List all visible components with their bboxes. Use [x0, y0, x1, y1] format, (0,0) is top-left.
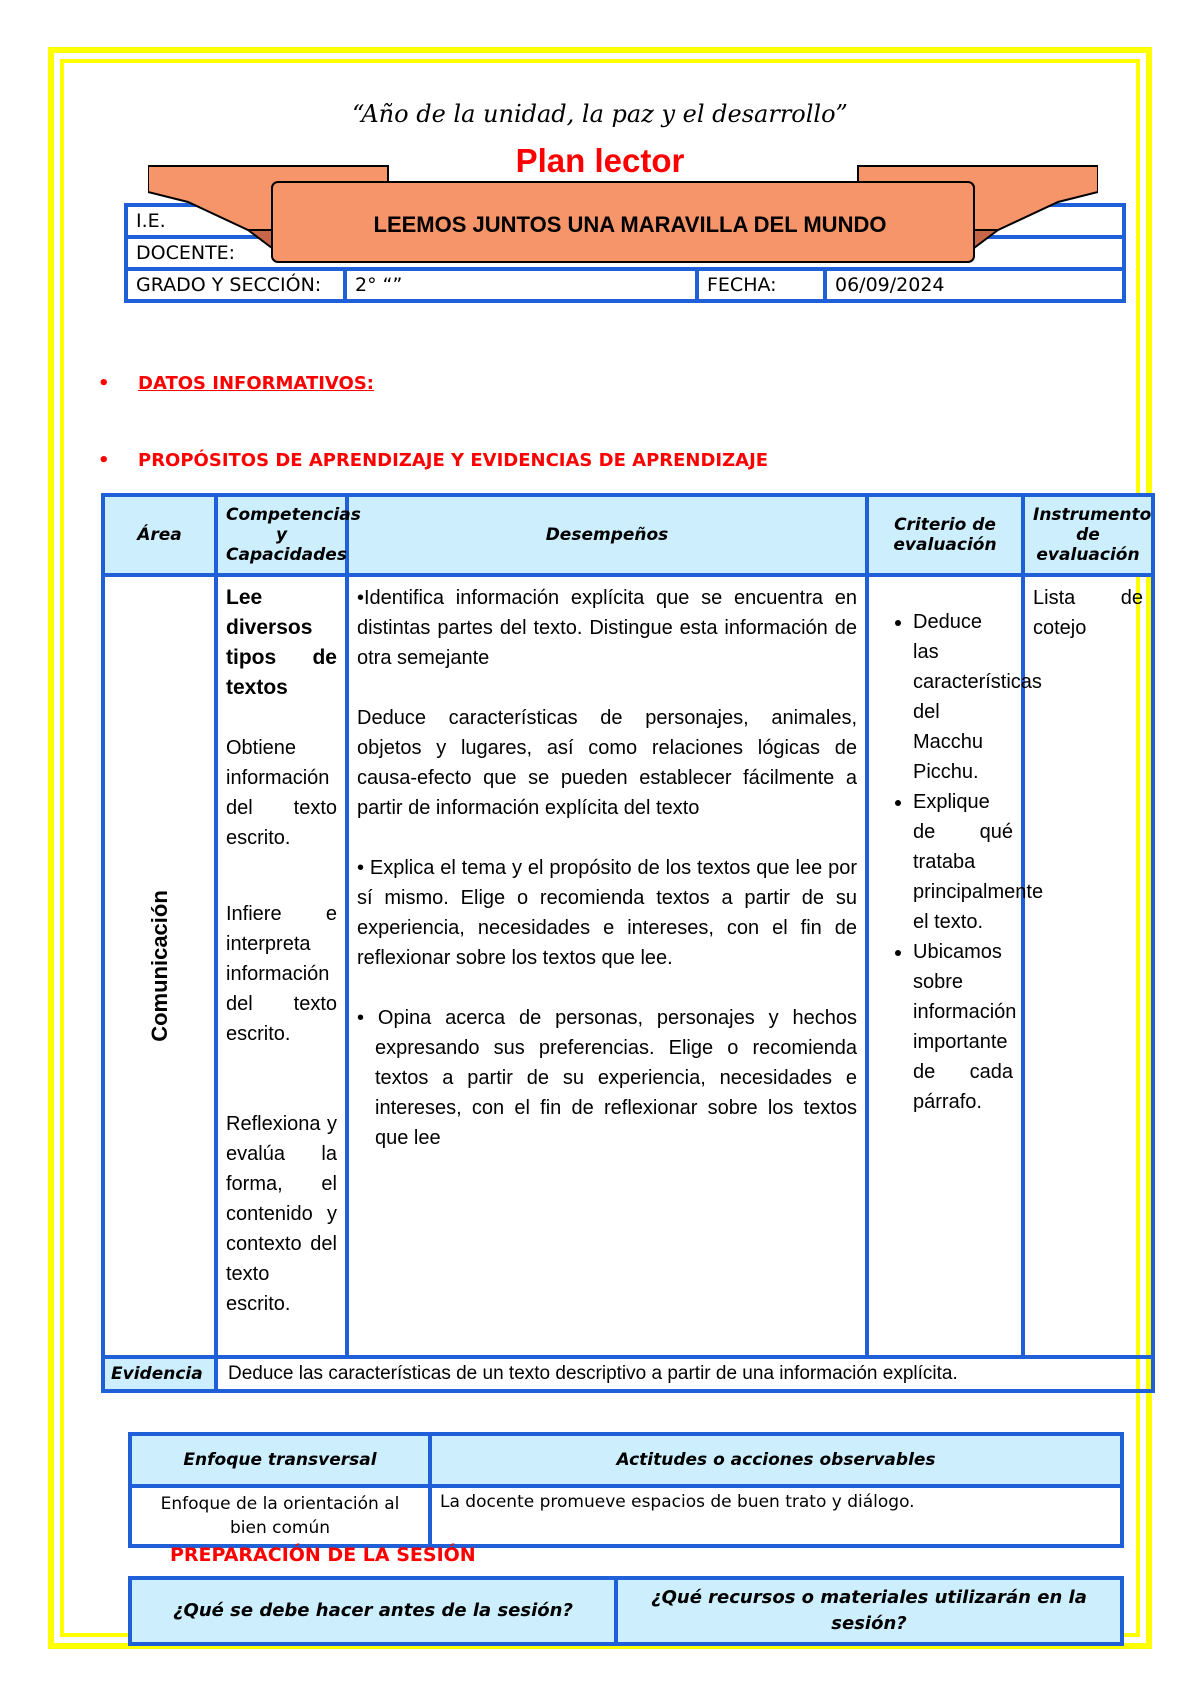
- bullet-icon: •: [98, 450, 110, 471]
- preparacion-right: ¿Qué recursos o materiales utilizarán en la sesión?: [616, 1578, 1122, 1644]
- year-motto: “Año de la unidad, la paz y el desarrollo”: [352, 100, 848, 128]
- competencia-title: Lee diversos tipos de textos: [226, 586, 337, 699]
- competencias-cell: [216, 575, 347, 1357]
- criterios-cell: [867, 575, 1044, 1357]
- purposes-header-row: [103, 495, 1153, 575]
- section-propositos: [98, 450, 768, 471]
- instrumento-cell: Lista de cotejo: [1023, 575, 1153, 1357]
- section-datos: [98, 373, 374, 394]
- capacidad-item: Infiere e interpreta información del texto escrito.: [226, 903, 337, 1045]
- criterio-item: • Explique de qué trataba principalmente el texto.: [913, 787, 1013, 937]
- enfoque-header-right: Actitudes o acciones observables: [430, 1434, 1122, 1486]
- grado-value: 2° “”: [345, 269, 697, 301]
- evidencia-label: Evidencia: [103, 1357, 216, 1391]
- preparacion-title: PREPARACIÓN DE LA SESIÓN: [170, 1544, 476, 1566]
- ie-label: I.E.: [136, 210, 166, 232]
- preparacion-left: ¿Qué se debe hacer antes de la sesión?: [130, 1578, 616, 1644]
- enfoque-right: La docente promueve espacios de buen trato y diálogo.: [430, 1486, 1122, 1546]
- purposes-table: [101, 493, 1155, 1393]
- header-instrumento: Instrumento de evaluación: [1023, 495, 1153, 575]
- enfoque-header-row: [130, 1434, 1122, 1486]
- criterios-list: [877, 607, 1044, 1117]
- desempeno-item: Deduce características de personajes, animales, objetos y lugares, así como relaciones lógicas de causa-efecto que se pueden establecer fácilmente a partir de información explícita del texto: [357, 707, 857, 819]
- criterio-item: • Deduce las características del Macchu Picchu.: [913, 607, 1013, 787]
- header-criterio: Criterio de evaluación: [867, 495, 1023, 575]
- evidencia-text: Deduce las características de un texto descriptivo a partir de una información explícita.: [216, 1357, 1153, 1391]
- preparacion-row: [130, 1578, 1122, 1644]
- area-label: Comunicación: [146, 890, 172, 1042]
- enfoque-header-left: Enfoque transversal: [130, 1434, 430, 1486]
- capacidad-item: Reflexiona y evalúa la forma, el contenido y contexto del texto escrito.: [226, 1113, 337, 1315]
- plan-title: Plan lector: [515, 142, 685, 179]
- capacidad-item: Obtiene información del texto escrito.: [226, 737, 337, 849]
- ribbon-left-fold: [248, 230, 272, 248]
- desempenos-cell: [347, 575, 867, 1357]
- evidencia-row: [103, 1357, 1153, 1391]
- enfoque-row: [130, 1486, 1122, 1546]
- criterio-item: • Ubicamos sobre información importante de cada párrafo.: [913, 937, 1013, 1117]
- preparacion-table: [128, 1576, 1124, 1646]
- enfoque-table: [128, 1432, 1124, 1548]
- docente-label: DOCENTE:: [136, 242, 236, 264]
- fecha-value: 06/09/2024: [825, 269, 1124, 301]
- fecha-label: FECHA:: [697, 269, 825, 301]
- header-competencias: Competencias y Capacidades: [216, 495, 347, 575]
- info-row-grado: [126, 269, 1124, 301]
- header-area: Área: [103, 495, 216, 575]
- bullet-icon: •: [98, 373, 110, 394]
- desempeno-item: • Explica el tema y el propósito de los textos que lee por sí mismo. Elige o recomienda textos a partir de su experiencia, necesidades e intereses, con el fin de reflexionar sobre los textos que lee.: [357, 857, 857, 969]
- grado-label: GRADO Y SECCIÓN:: [126, 269, 345, 301]
- desempeno-item: •Identifica información explícita que se encuentra en distintas partes del texto. Distingue esta información de otra semejante: [357, 587, 857, 669]
- enfoque-left: Enfoque de la orientación al bien común: [130, 1486, 430, 1546]
- desempeno-item: • Opina acerca de personas, personajes y hechos expresando sus preferencias. Elige o recomienda textos a partir de su experiencia, necesidades e intereses, con el fin de reflexionar sobre los textos que lee: [357, 1007, 857, 1149]
- header-desempenos: Desempeños: [347, 495, 867, 575]
- purposes-body-row: [103, 575, 1153, 1357]
- area-cell: [103, 575, 216, 1357]
- ribbon-title: LEEMOS JUNTOS UNA MARAVILLA DEL MUNDO: [373, 212, 887, 237]
- section-propositos-label: PROPÓSITOS DE APRENDIZAJE Y EVIDENCIAS DE APRENDIZAJE: [138, 450, 769, 471]
- section-datos-label: DATOS INFORMATIVOS:: [138, 373, 375, 394]
